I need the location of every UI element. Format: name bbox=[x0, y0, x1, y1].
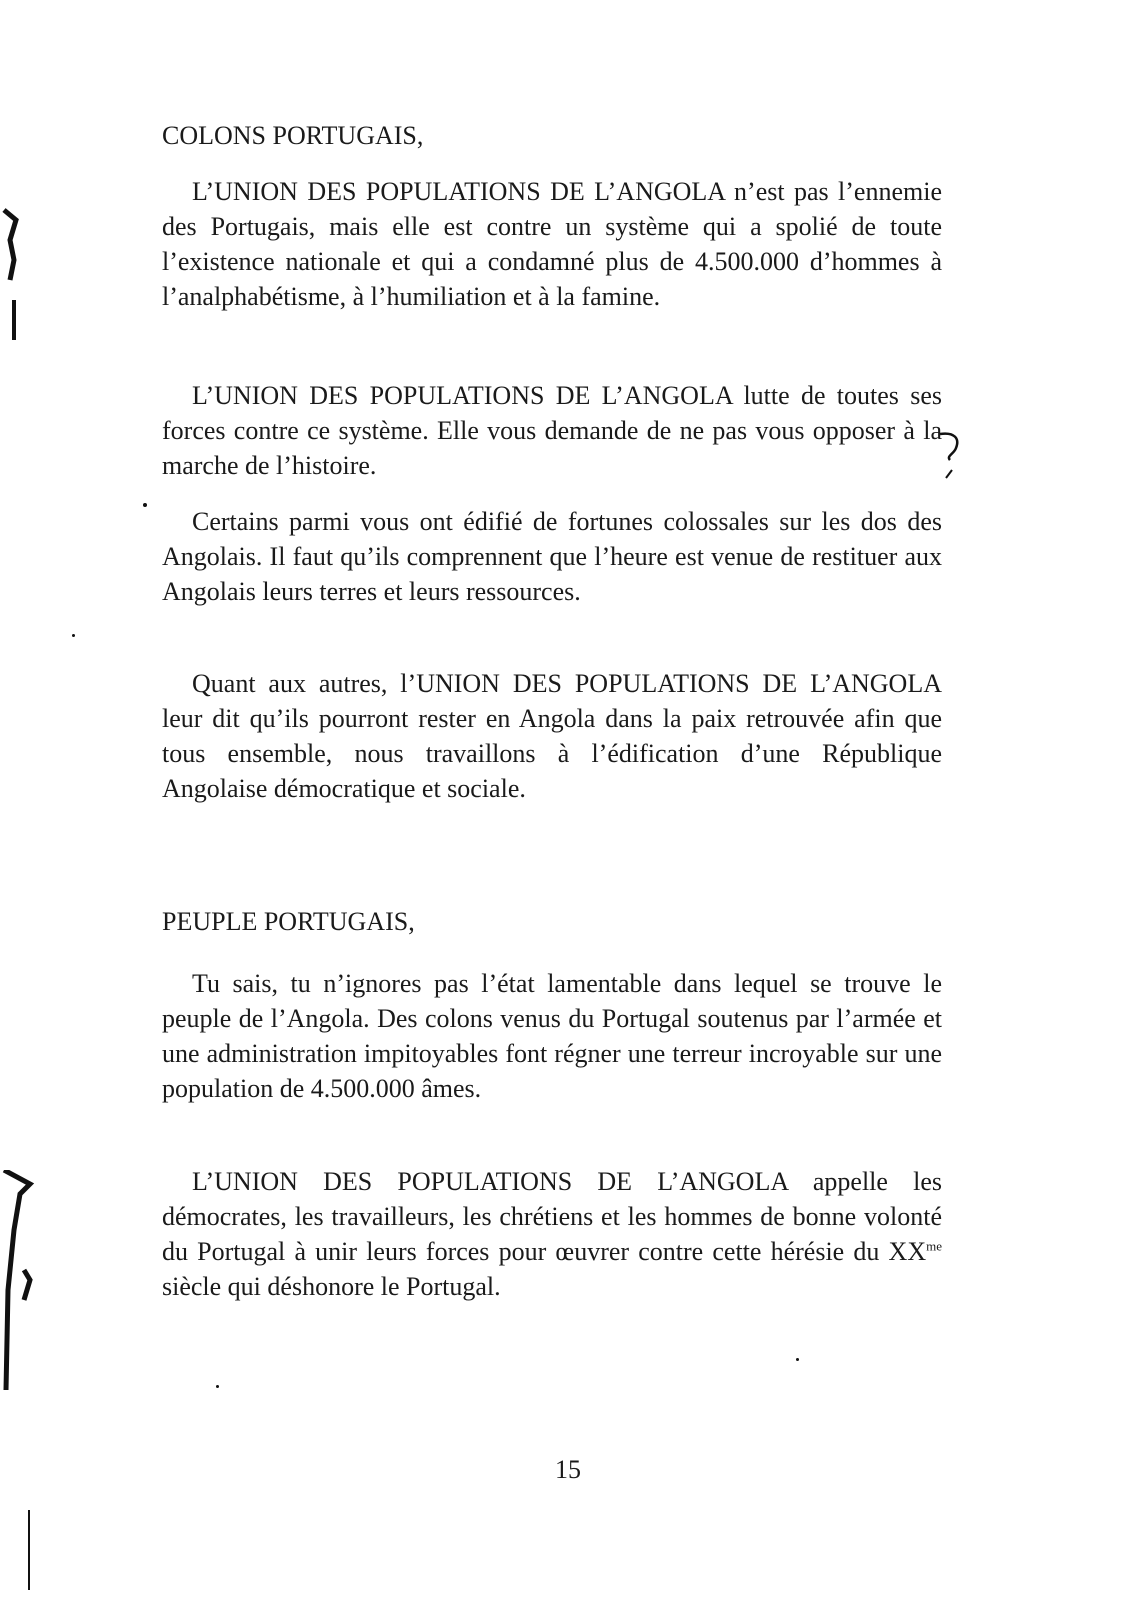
page-number: 15 bbox=[555, 1455, 581, 1484]
paragraph-6-text-after: siècle qui déshonore le Portugal. bbox=[162, 1272, 501, 1301]
paragraph-4: Quant aux autres, l’UNION DES POPULATIONS DE L’ANGOLA leur dit qu’ils pourront rester en Angola dans la paix retrouvée afin que tous ensemble, nous travaillons à l’édification d’une République Angolaise démocratique et sociale. bbox=[162, 669, 942, 803]
paragraph-3: Certains parmi vous ont édifié de fortunes colossales sur les dos des Angolais. Il faut qu’ils comprennent que l’heure est venue de restituer aux Angolais leurs terres et leurs ressources. bbox=[162, 507, 942, 606]
paragraph-6-text-before: L’UNION DES POPULATIONS DE L’ANGOLA appelle les démocrates, les travailleurs, les chrétiens et les hommes de bonne volonté du Portugal à unir leurs forces pour œuvrer contre cette hérésie du XX bbox=[162, 1167, 942, 1266]
paragraph-1: L’UNION DES POPULATIONS DE L’ANGOLA n’est pas l’ennemie des Portugais, mais elle est contre un système qui a spolié de toute l’existence nationale et qui a condamné plus de 4.500.000 d’hommes à l’analphabétisme, à l’humiliation et à la famine. bbox=[162, 177, 942, 311]
binding-edge-mark-bottom bbox=[0, 1170, 40, 1430]
section-heading-peuple: PEUPLE PORTUGAIS, bbox=[162, 907, 415, 936]
paragraph-2: L’UNION DES POPULATIONS DE L’ANGOLA lutte de toutes ses forces contre ce système. Elle vous demande de ne pas vous opposer à la marche de l’histoire. bbox=[162, 381, 942, 480]
speck-3 bbox=[216, 1385, 219, 1388]
speck-4 bbox=[796, 1358, 799, 1361]
handwritten-bracket-mark bbox=[936, 428, 976, 488]
edge-line bbox=[28, 1510, 30, 1590]
paragraph-6-superscript: me bbox=[926, 1238, 942, 1254]
paragraph-5: Tu sais, tu n’ignores pas l’état lamentable dans lequel se trouve le peuple de l’Angola. Des colons venus du Portugal soutenus par l’armée et une administration impitoyables font régner une terreur incroyable sur une population de 4.500.000 âmes. bbox=[162, 969, 942, 1103]
speck-1 bbox=[143, 503, 147, 507]
speck-2 bbox=[72, 634, 75, 637]
paragraph-6 bbox=[162, 1164, 942, 1304]
section-heading-colons: COLONS PORTUGAIS, bbox=[162, 121, 424, 150]
binding-edge-mark-top bbox=[0, 200, 30, 360]
